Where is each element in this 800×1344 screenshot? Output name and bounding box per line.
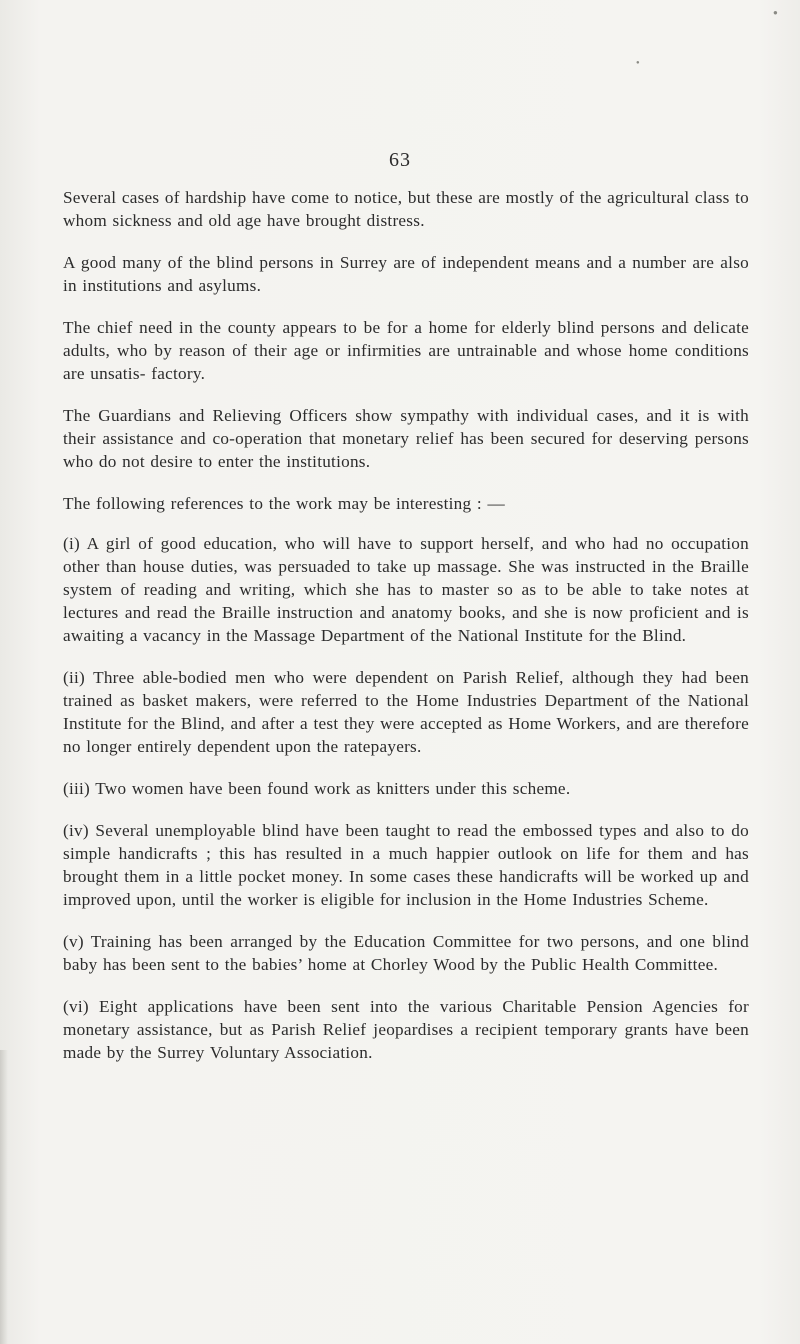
paragraph-guardians: The Guardians and Relieving Officers show sympathy with individual cases, and it is with their assistance and co-operation that monetary relief has been secured for deserving persons who do not desire to enter the institutions. [63, 406, 749, 471]
paragraph-following-references: The following references to the work may be interesting : — [63, 494, 505, 513]
scan-edge-shadow [0, 1050, 8, 1344]
paragraph-independent-means: A good many of the blind persons in Surrey are of independent means and a number are also in institutions and asylums. [63, 253, 749, 295]
list-item-ii: (ii) Three able-bodied men who were dependent on Parish Relief, although they had been trained as basket makers, were referred to the Home Industries Department of the National Institute for the Blind, and after a test they were accepted as Home Workers, and are therefore no longer entirely dependent upon the ratepayers. [63, 668, 749, 756]
list-item-iii: (iii) Two women have been found work as knitters under this scheme. [63, 779, 571, 798]
list-item-vi: (vi) Eight applications have been sent into the various Charitable Pension Agencies for monetary assistance, but as Parish Relief jeopardises a recipient temporary grants have been made by the Surrey Voluntary Association. [63, 997, 749, 1062]
paragraph-hardship: Several cases of hardship have come to notice, but these are mostly of the agricultural class to whom sickness and old age have brought distress. [63, 188, 749, 230]
page-body [63, 186, 749, 1064]
list-item-v: (v) Training has been arranged by the Education Committee for two persons, and one blind baby has been sent to the babies’ home at Chorley Wood by the Public Health Committee. [63, 932, 749, 974]
scan-speck: ● [636, 60, 640, 66]
scan-speck: ● [773, 8, 778, 17]
page-number: 63 [389, 149, 411, 171]
list-item-iv: (iv) Several unemployable blind have been taught to read the embossed types and also to do simple handicrafts ; this has resulted in a much happier outlook on life for them and has brought them in a little pocket money. In some cases these handicrafts will be worked up and improved upon, until the worker is eligible for inclusion in the Home Industries Scheme. [63, 821, 749, 909]
list-item-i: (i) A girl of good education, who will have to support herself, and who had no occupation other than house duties, was persuaded to take up massage. She was instructed in the Braille system of reading and writing, which she has to master so as to be able to take notes at lectures and read the Braille instruction and anatomy books, and she is now proficient and is awaiting a vacancy in the Massage Department of the National Institute for the Blind. [63, 534, 749, 645]
paragraph-chief-need: The chief need in the county appears to be for a home for elderly blind persons and delicate adults, who by reason of their age or infirmities are untrainable and whose home conditions are unsatis- factory. [63, 318, 749, 383]
